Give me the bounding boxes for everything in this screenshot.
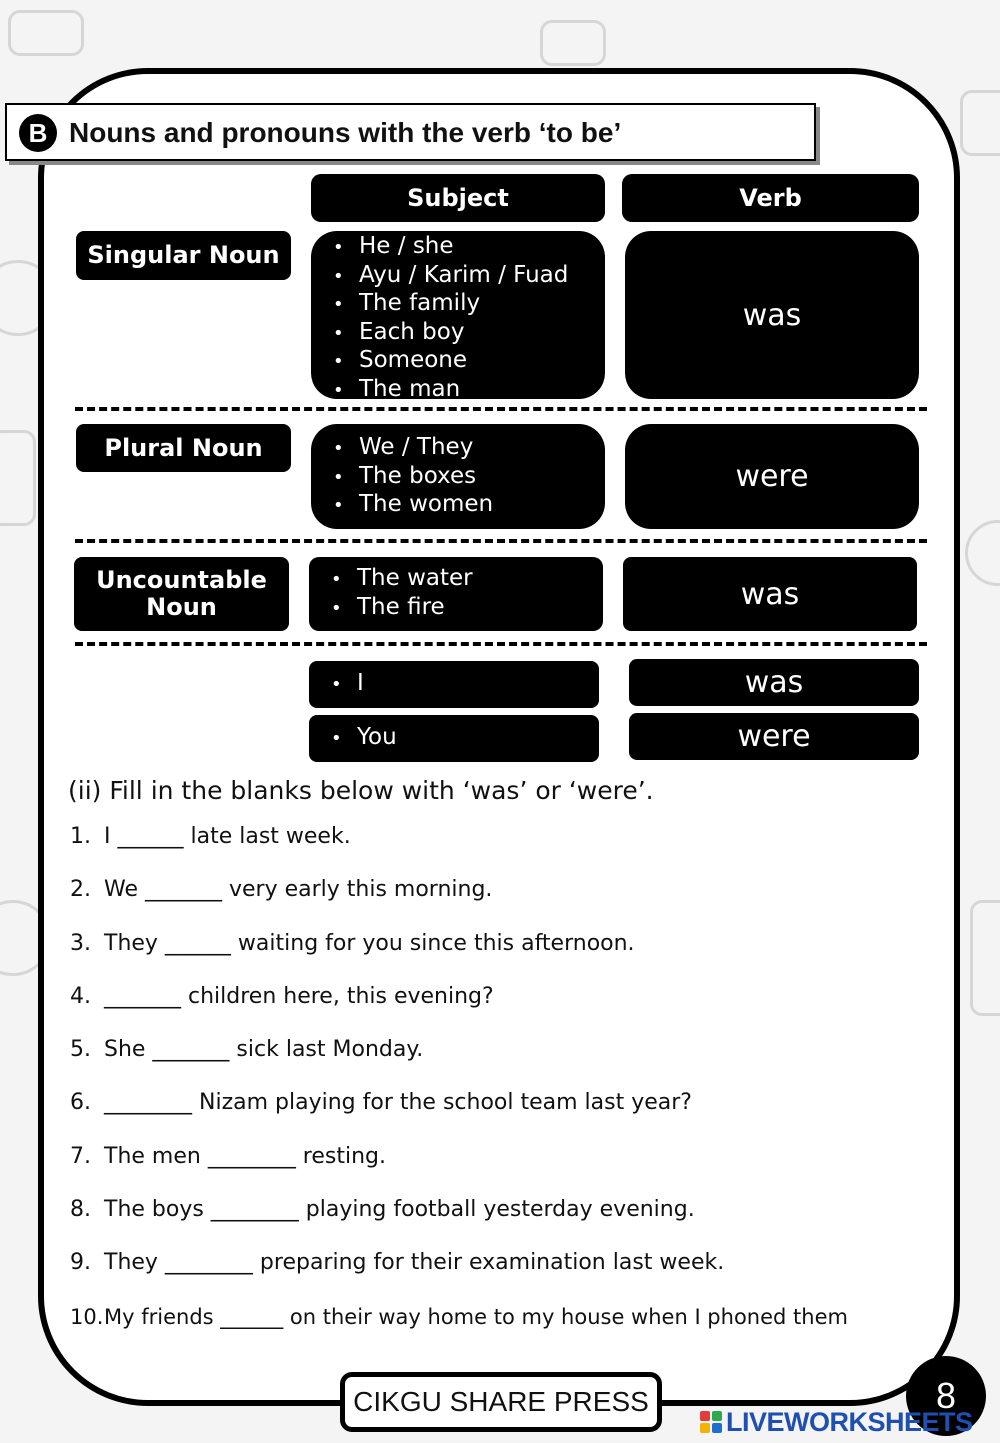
exercise-item[interactable] <box>70 927 848 980</box>
exercise-item[interactable] <box>70 1193 848 1246</box>
exercise-item[interactable] <box>70 820 848 873</box>
watermark-text: LIVEWORKSHEETS <box>726 1406 973 1437</box>
section-badge: B <box>19 114 57 152</box>
item-number: 2. <box>70 877 91 903</box>
dashed-divider <box>75 539 927 543</box>
item-number: 9. <box>70 1250 91 1276</box>
exercise-item[interactable] <box>70 1086 848 1139</box>
subject-item: • He / she <box>333 233 605 262</box>
item-number: 7. <box>70 1143 91 1169</box>
verb-you: were <box>629 713 919 760</box>
item-text: The boys ________ playing football yesterday evening. <box>104 1197 695 1223</box>
section-title: Nouns and pronouns with the verb ‘to be’ <box>69 117 622 148</box>
liveworksheets-watermark <box>700 1405 973 1439</box>
exercise-item[interactable] <box>70 1140 848 1193</box>
background-doodle <box>0 430 36 526</box>
item-number: 1. <box>70 824 91 849</box>
item-text: They ________ preparing for their examination last week. <box>104 1250 725 1276</box>
row-label-plural-noun: Plural Noun <box>76 424 291 472</box>
section-header <box>5 103 816 161</box>
verb-i: was <box>629 659 919 706</box>
subject-list-plural <box>311 424 605 529</box>
item-text: _______ children here, this evening? <box>104 983 494 1009</box>
subject-i <box>309 661 599 708</box>
exercise-list <box>70 820 848 1353</box>
subject-list-uncountable <box>309 557 603 631</box>
subject-you <box>309 715 599 762</box>
exercise-item[interactable] <box>70 1300 848 1353</box>
row-label-line: Uncountable <box>96 566 267 594</box>
background-doodle <box>8 10 84 56</box>
exercise-instruction: (ii) Fill in the blanks below with ‘was’ or ‘were’. <box>68 776 654 805</box>
subject-item: • We / They <box>333 434 605 463</box>
subject-list-singular <box>311 231 605 402</box>
subject-item: • Each boy <box>333 319 605 348</box>
background-doodle <box>540 20 606 66</box>
item-text: They ______ waiting for you since this afternoon. <box>104 930 635 956</box>
item-text: My friends ______ on their way home to my house when I phoned them <box>104 1304 848 1329</box>
item-text: I ______ late last week. <box>104 824 351 849</box>
subject-item: • The boxes <box>333 463 605 492</box>
item-number: 5. <box>70 1037 91 1063</box>
subject-item: • The water <box>331 565 603 594</box>
verb-singular: was <box>625 231 919 399</box>
subject-header: Subject <box>311 174 605 222</box>
exercise-item[interactable] <box>70 980 848 1033</box>
background-doodle <box>970 900 1000 1016</box>
exercise-item[interactable] <box>70 873 848 926</box>
item-number: 4. <box>70 983 91 1009</box>
subject-item: • I <box>331 670 364 699</box>
row-label-line: Noun <box>146 593 217 621</box>
item-number: 3. <box>70 930 91 956</box>
dashed-divider <box>75 407 927 411</box>
item-text: ________ Nizam playing for the school team last year? <box>104 1090 692 1116</box>
dashed-divider <box>75 642 927 646</box>
item-text: The men ________ resting. <box>104 1143 387 1169</box>
row-label-singular-noun: Singular Noun <box>76 231 291 280</box>
exercise-item[interactable] <box>70 1033 848 1086</box>
subject-item: • You <box>331 724 397 753</box>
verb-plural: were <box>625 424 919 529</box>
subject-item: • The man <box>333 376 605 405</box>
item-number: 8. <box>70 1197 91 1223</box>
verb-header: Verb <box>622 174 919 222</box>
subject-item: • The women <box>333 491 605 520</box>
item-text: We _______ very early this morning. <box>104 877 493 903</box>
subject-item: • The fire <box>331 594 603 623</box>
subject-item: • Someone <box>333 347 605 376</box>
subject-item: • The family <box>333 290 605 319</box>
page-number: 8 <box>906 1356 986 1436</box>
item-number: 6. <box>70 1090 91 1116</box>
exercise-item[interactable] <box>70 1246 848 1299</box>
verb-uncountable: was <box>623 557 917 631</box>
item-text: She _______ sick last Monday. <box>104 1037 424 1063</box>
liveworksheets-logo-icon <box>700 1411 722 1433</box>
publisher-label: CIKGU SHARE PRESS <box>340 1372 662 1432</box>
row-label-uncountable-noun <box>74 557 289 631</box>
background-doodle <box>965 520 1000 586</box>
item-number: 10. <box>70 1304 104 1329</box>
subject-item: • Ayu / Karim / Fuad <box>333 262 605 291</box>
background-doodle <box>960 90 1000 156</box>
